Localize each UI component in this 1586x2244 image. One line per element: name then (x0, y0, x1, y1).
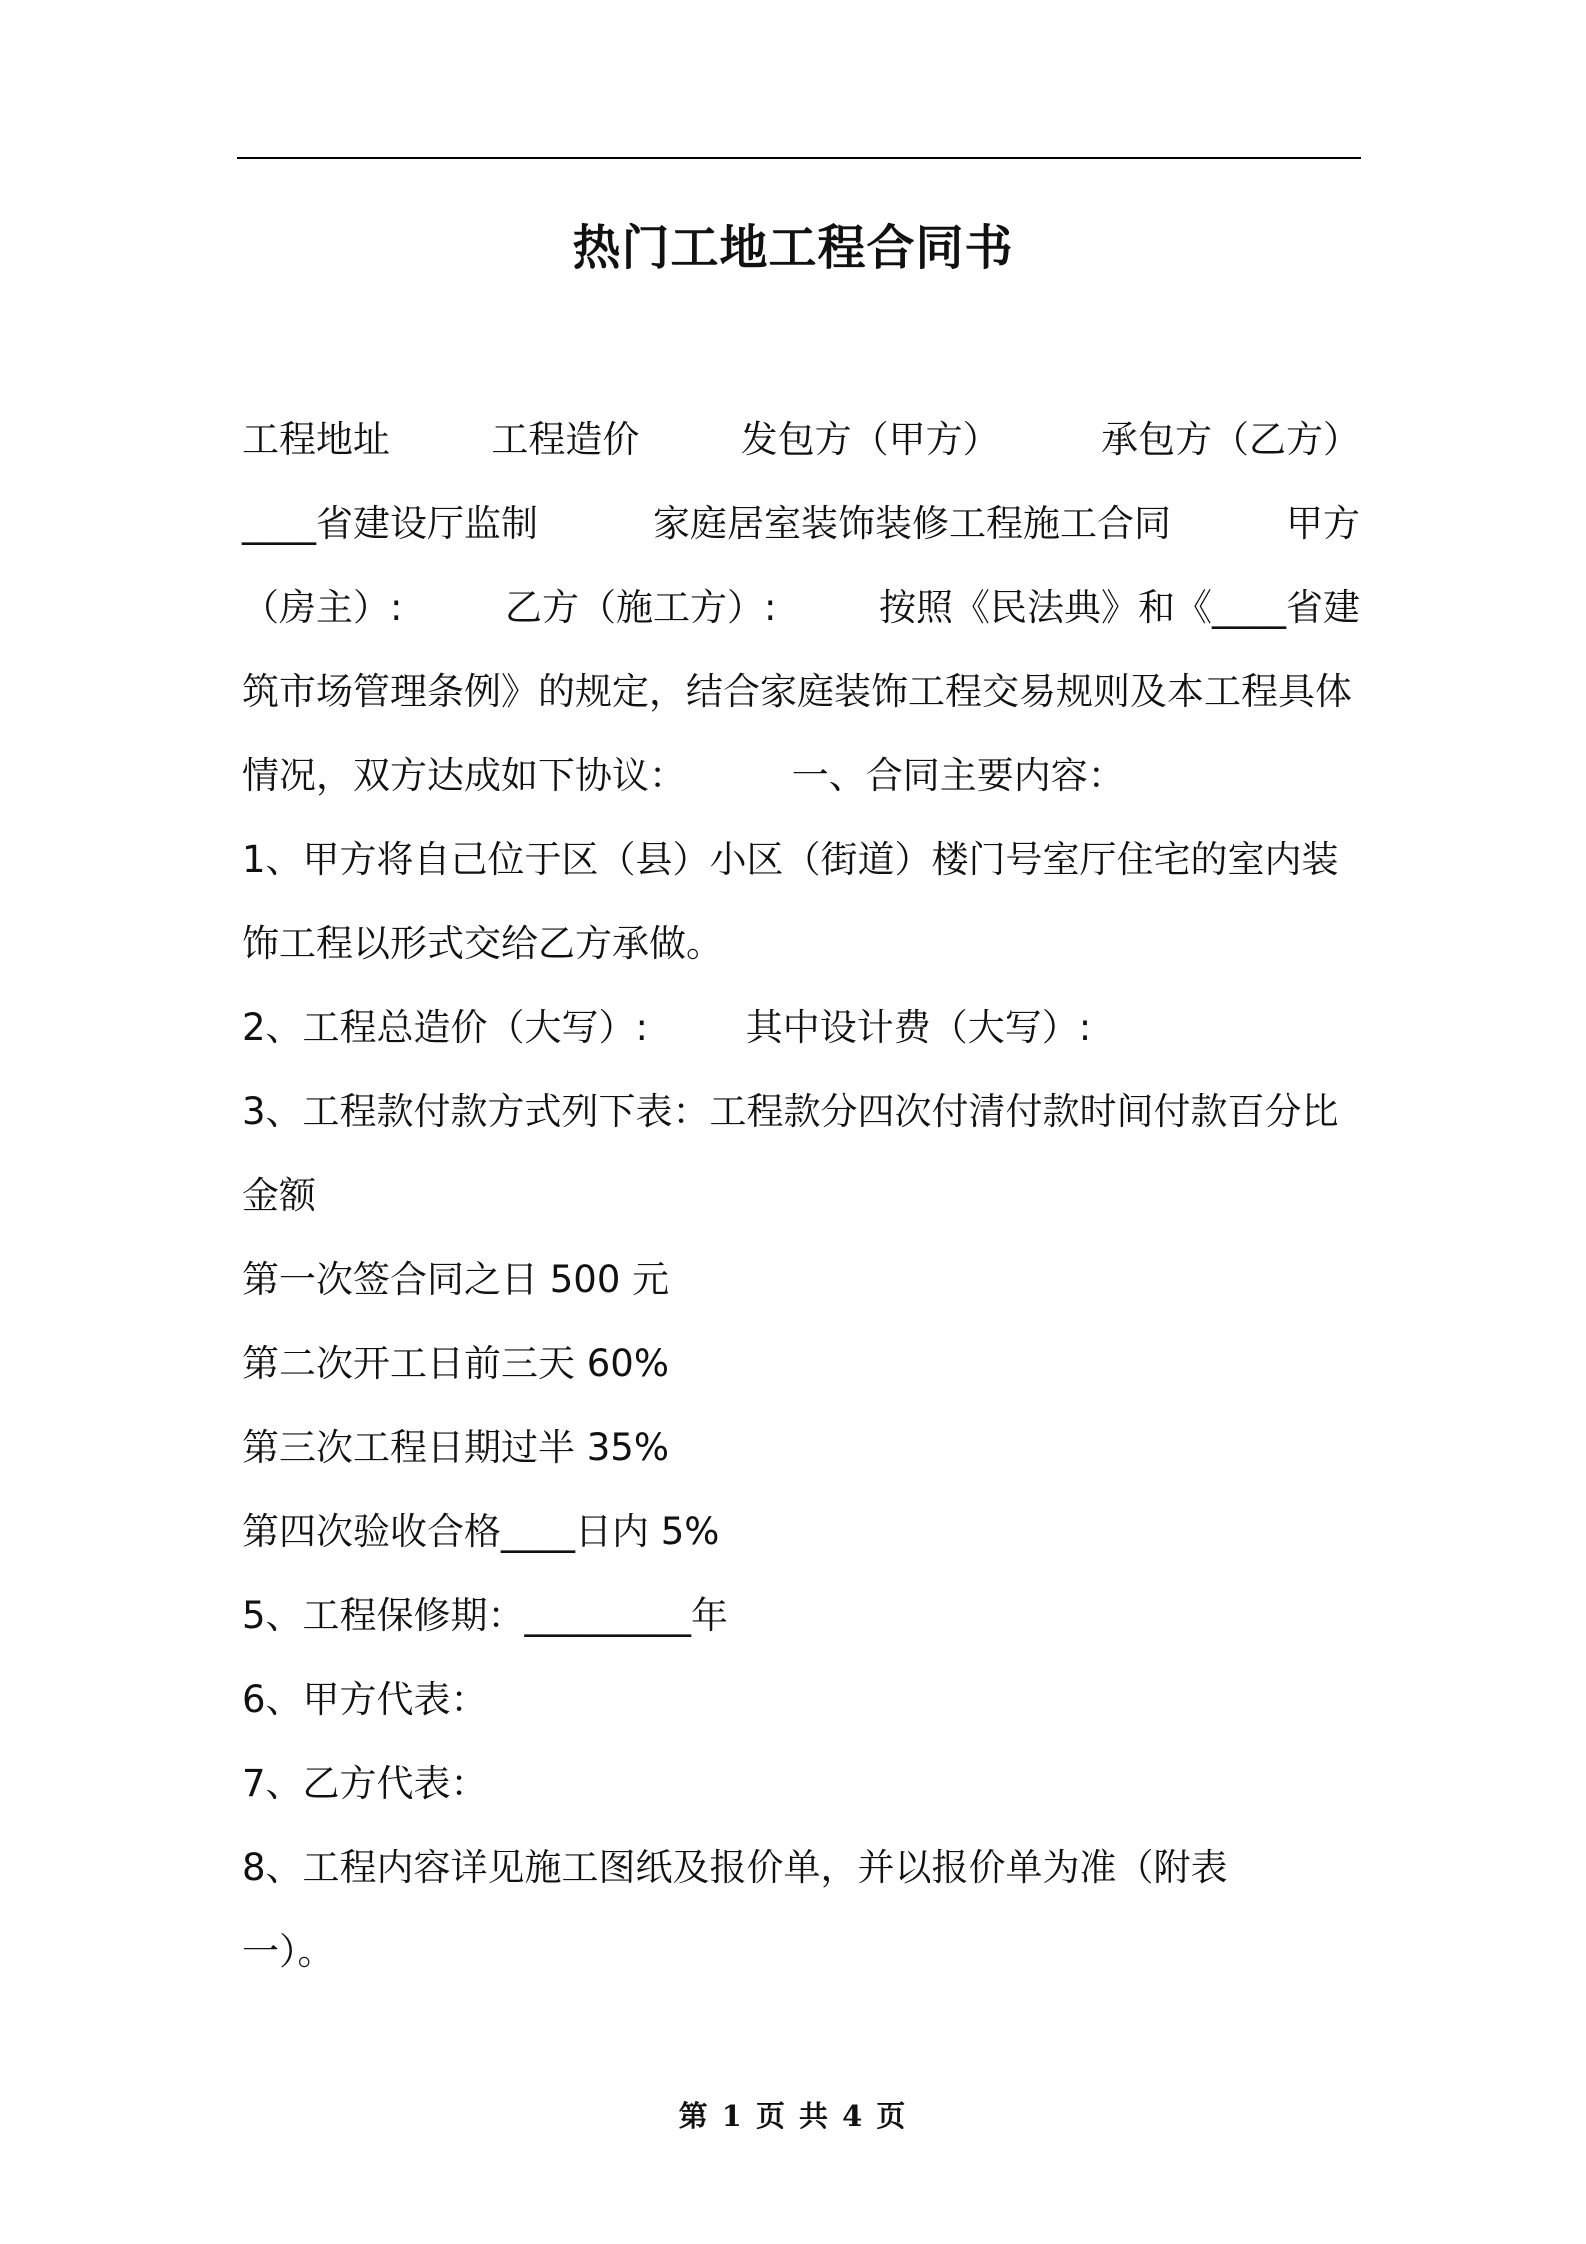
contract-line (242, 650, 1360, 734)
line-segment: 工程地址 (242, 418, 390, 461)
line-segment: 5、工程保修期：_________年 (242, 1594, 729, 1637)
line-segment: 饰工程以形式交给乙方承做。 (242, 922, 723, 965)
line-segment: 一）。 (242, 1930, 335, 1973)
contract-line (242, 818, 1360, 902)
contract-line (242, 1826, 1360, 1910)
line-segment: 第四次验收合格____日内 5% (242, 1510, 720, 1553)
line-segment: 按照《民法典》和《____省建 (879, 586, 1360, 629)
line-segment: 第一次签合同之日 500 元 (242, 1258, 670, 1301)
page-number: 第 1 页 共 4 页 (678, 2099, 908, 2133)
document-title: 热门工地工程合同书 (572, 220, 1014, 276)
line-segment: 第二次开工日前三天 60% (242, 1342, 669, 1385)
line-segment: 筑市场管理条例》的规定，结合家庭装饰工程交易规则及本工程具体 (242, 670, 1352, 713)
contract-body (242, 398, 1360, 1994)
line-segment: 6、甲方代表： (242, 1678, 488, 1721)
line-segment: 第三次工程日期过半 35% (242, 1426, 669, 1469)
payment-row (242, 1406, 1360, 1490)
contract-line (242, 1910, 1360, 1994)
line-segment: 3、工程款付款方式列下表：工程款分四次付清付款时间付款百分比 (242, 1090, 1339, 1133)
payment-row (242, 1322, 1360, 1406)
line-segment: （房主）: (242, 586, 403, 629)
line-segment: 承包方（乙方） (1100, 418, 1360, 461)
line-segment: 工程造价 (491, 418, 640, 461)
line-segment: 其中设计费（大写）: (745, 1006, 1092, 1049)
line-segment: 情况，双方达成如下协议： (242, 754, 686, 797)
line-segment: 家庭居室装饰装修工程施工合同 (653, 502, 1171, 545)
contract-line (242, 902, 1360, 986)
contract-line (242, 1742, 1360, 1826)
line-segment: 2、工程总造价（大写）: (242, 1006, 649, 1049)
line-segment: ____省建设厅监制 (242, 502, 538, 545)
contract-line (242, 398, 1360, 482)
payment-row (242, 1238, 1360, 1322)
payment-row (242, 1490, 1360, 1574)
line-segment: 发包方（甲方） (740, 418, 1000, 461)
line-segment: 金额 (242, 1174, 316, 1217)
contract-line (242, 734, 1360, 818)
line-segment: 乙方（施工方）: (505, 586, 777, 629)
header-rule (237, 157, 1361, 159)
contract-line (242, 986, 1360, 1070)
contract-line (242, 1154, 1360, 1238)
section-heading: 一、合同主要内容： (791, 754, 1125, 797)
line-segment: 甲方 (1286, 502, 1360, 545)
contract-line (242, 482, 1360, 566)
line-segment: 1、甲方将自己位于区（县）小区（街道）楼门号室厅住宅的室内装 (242, 838, 1339, 881)
line-segment: 8、工程内容详见施工图纸及报价单，并以报价单为准（附表 (242, 1846, 1228, 1889)
contract-line (242, 566, 1360, 650)
contract-line (242, 1070, 1360, 1154)
contract-line (242, 1658, 1360, 1742)
contract-line (242, 1574, 1360, 1658)
line-segment: 7、乙方代表： (242, 1762, 488, 1805)
